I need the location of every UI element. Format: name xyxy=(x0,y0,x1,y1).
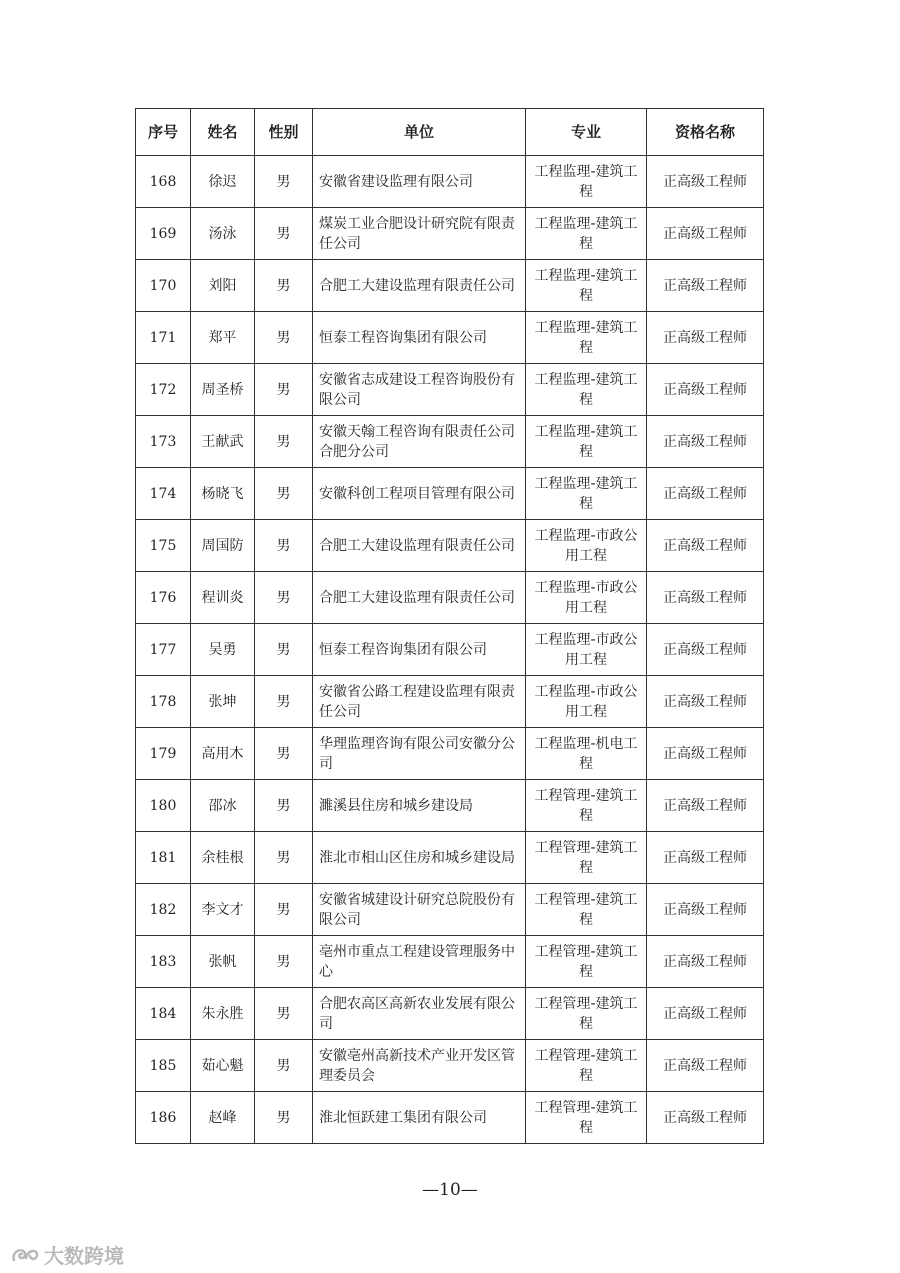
table-row xyxy=(136,520,764,572)
table-row xyxy=(136,780,764,832)
cell-qualification: 正高级工程师 xyxy=(647,1040,764,1092)
cell-seq: 184 xyxy=(136,988,191,1040)
table-row xyxy=(136,884,764,936)
cell-major: 工程管理-建筑工程 xyxy=(526,832,647,884)
cell-seq: 183 xyxy=(136,936,191,988)
cell-unit: 合肥农高区高新农业发展有限公司 xyxy=(313,988,526,1040)
swirl-logo-icon xyxy=(10,1244,40,1266)
cell-unit: 煤炭工业合肥设计研究院有限责任公司 xyxy=(313,208,526,260)
cell-gender: 男 xyxy=(255,1040,313,1092)
cell-qualification: 正高级工程师 xyxy=(647,520,764,572)
cell-qualification: 正高级工程师 xyxy=(647,468,764,520)
cell-major: 工程监理-机电工程 xyxy=(526,728,647,780)
cell-unit: 合肥工大建设监理有限责任公司 xyxy=(313,260,526,312)
cell-gender: 男 xyxy=(255,728,313,780)
table-row xyxy=(136,624,764,676)
table-row xyxy=(136,312,764,364)
table-body xyxy=(136,156,764,1144)
cell-major: 工程监理-建筑工程 xyxy=(526,312,647,364)
cell-name: 朱永胜 xyxy=(191,988,255,1040)
cell-unit: 恒泰工程咨询集团有限公司 xyxy=(313,624,526,676)
header-unit: 单位 xyxy=(313,109,526,156)
cell-seq: 180 xyxy=(136,780,191,832)
cell-unit: 安徽省城建设计研究总院股份有限公司 xyxy=(313,884,526,936)
cell-gender: 男 xyxy=(255,936,313,988)
cell-unit: 安徽亳州高新技术产业开发区管理委员会 xyxy=(313,1040,526,1092)
table-row xyxy=(136,1092,764,1144)
cell-major: 工程管理-建筑工程 xyxy=(526,936,647,988)
table-row xyxy=(136,208,764,260)
cell-name: 王献武 xyxy=(191,416,255,468)
table-row xyxy=(136,468,764,520)
cell-name: 郑平 xyxy=(191,312,255,364)
table-row xyxy=(136,156,764,208)
header-qualification: 资格名称 xyxy=(647,109,764,156)
cell-unit: 安徽省公路工程建设监理有限责任公司 xyxy=(313,676,526,728)
cell-gender: 男 xyxy=(255,572,313,624)
cell-gender: 男 xyxy=(255,156,313,208)
cell-seq: 178 xyxy=(136,676,191,728)
cell-name: 李文才 xyxy=(191,884,255,936)
cell-seq: 181 xyxy=(136,832,191,884)
cell-unit: 合肥工大建设监理有限责任公司 xyxy=(313,572,526,624)
cell-name: 刘阳 xyxy=(191,260,255,312)
cell-major: 工程监理-市政公用工程 xyxy=(526,624,647,676)
cell-unit: 安徽科创工程项目管理有限公司 xyxy=(313,468,526,520)
cell-qualification: 正高级工程师 xyxy=(647,364,764,416)
cell-major: 工程监理-建筑工程 xyxy=(526,260,647,312)
cell-gender: 男 xyxy=(255,364,313,416)
cell-seq: 172 xyxy=(136,364,191,416)
table-header-row xyxy=(136,109,764,156)
cell-name: 高用木 xyxy=(191,728,255,780)
cell-name: 茹心魁 xyxy=(191,1040,255,1092)
cell-gender: 男 xyxy=(255,260,313,312)
header-major: 专业 xyxy=(526,109,647,156)
cell-qualification: 正高级工程师 xyxy=(647,624,764,676)
table-row xyxy=(136,832,764,884)
cell-unit: 合肥工大建设监理有限责任公司 xyxy=(313,520,526,572)
watermark xyxy=(10,1240,124,1269)
cell-major: 工程管理-建筑工程 xyxy=(526,1092,647,1144)
cell-major: 工程监理-市政公用工程 xyxy=(526,676,647,728)
cell-name: 程训炎 xyxy=(191,572,255,624)
table-row xyxy=(136,416,764,468)
cell-seq: 177 xyxy=(136,624,191,676)
cell-name: 张帆 xyxy=(191,936,255,988)
cell-name: 汤泳 xyxy=(191,208,255,260)
cell-gender: 男 xyxy=(255,468,313,520)
cell-qualification: 正高级工程师 xyxy=(647,260,764,312)
qualification-table xyxy=(135,108,764,1144)
header-gender: 性别 xyxy=(255,109,313,156)
cell-seq: 173 xyxy=(136,416,191,468)
cell-gender: 男 xyxy=(255,624,313,676)
table-row xyxy=(136,988,764,1040)
table-row xyxy=(136,572,764,624)
cell-unit: 恒泰工程咨询集团有限公司 xyxy=(313,312,526,364)
cell-qualification: 正高级工程师 xyxy=(647,832,764,884)
cell-seq: 185 xyxy=(136,1040,191,1092)
cell-name: 余桂根 xyxy=(191,832,255,884)
cell-unit: 安徽省志成建设工程咨询股份有限公司 xyxy=(313,364,526,416)
cell-name: 徐迟 xyxy=(191,156,255,208)
cell-seq: 186 xyxy=(136,1092,191,1144)
cell-seq: 168 xyxy=(136,156,191,208)
cell-gender: 男 xyxy=(255,520,313,572)
header-name: 姓名 xyxy=(191,109,255,156)
cell-gender: 男 xyxy=(255,1092,313,1144)
cell-name: 周圣桥 xyxy=(191,364,255,416)
cell-name: 邵冰 xyxy=(191,780,255,832)
cell-seq: 182 xyxy=(136,884,191,936)
table-row xyxy=(136,936,764,988)
cell-unit: 安徽省建设监理有限公司 xyxy=(313,156,526,208)
watermark-text: 大数跨境 xyxy=(44,1244,124,1268)
cell-major: 工程管理-建筑工程 xyxy=(526,780,647,832)
table-row xyxy=(136,728,764,780)
cell-qualification: 正高级工程师 xyxy=(647,208,764,260)
cell-seq: 175 xyxy=(136,520,191,572)
cell-qualification: 正高级工程师 xyxy=(647,728,764,780)
cell-name: 周国防 xyxy=(191,520,255,572)
cell-qualification: 正高级工程师 xyxy=(647,936,764,988)
cell-unit: 淮北市相山区住房和城乡建设局 xyxy=(313,832,526,884)
cell-major: 工程监理-市政公用工程 xyxy=(526,572,647,624)
cell-unit: 安徽天翰工程咨询有限责任公司合肥分公司 xyxy=(313,416,526,468)
cell-gender: 男 xyxy=(255,208,313,260)
cell-qualification: 正高级工程师 xyxy=(647,416,764,468)
cell-gender: 男 xyxy=(255,676,313,728)
cell-gender: 男 xyxy=(255,780,313,832)
cell-seq: 170 xyxy=(136,260,191,312)
cell-seq: 171 xyxy=(136,312,191,364)
cell-seq: 174 xyxy=(136,468,191,520)
cell-qualification: 正高级工程师 xyxy=(647,676,764,728)
cell-major: 工程监理-建筑工程 xyxy=(526,364,647,416)
cell-major: 工程管理-建筑工程 xyxy=(526,884,647,936)
cell-major: 工程监理-建筑工程 xyxy=(526,156,647,208)
cell-name: 吴勇 xyxy=(191,624,255,676)
table-row xyxy=(136,1040,764,1092)
cell-major: 工程监理-建筑工程 xyxy=(526,208,647,260)
table-row xyxy=(136,676,764,728)
cell-unit: 淮北恒跃建工集团有限公司 xyxy=(313,1092,526,1144)
cell-major: 工程管理-建筑工程 xyxy=(526,1040,647,1092)
cell-qualification: 正高级工程师 xyxy=(647,884,764,936)
cell-qualification: 正高级工程师 xyxy=(647,156,764,208)
page-number: —10— xyxy=(422,1180,478,1200)
cell-qualification: 正高级工程师 xyxy=(647,572,764,624)
cell-gender: 男 xyxy=(255,312,313,364)
header-seq: 序号 xyxy=(136,109,191,156)
cell-major: 工程监理-建筑工程 xyxy=(526,468,647,520)
cell-unit: 濉溪县住房和城乡建设局 xyxy=(313,780,526,832)
cell-name: 杨晓飞 xyxy=(191,468,255,520)
cell-unit: 华理监理咨询有限公司安徽分公司 xyxy=(313,728,526,780)
cell-unit: 亳州市重点工程建设管理服务中心 xyxy=(313,936,526,988)
cell-name: 赵峰 xyxy=(191,1092,255,1144)
cell-gender: 男 xyxy=(255,416,313,468)
cell-gender: 男 xyxy=(255,832,313,884)
cell-qualification: 正高级工程师 xyxy=(647,988,764,1040)
cell-seq: 169 xyxy=(136,208,191,260)
cell-major: 工程监理-市政公用工程 xyxy=(526,520,647,572)
cell-name: 张坤 xyxy=(191,676,255,728)
table-row xyxy=(136,260,764,312)
cell-seq: 176 xyxy=(136,572,191,624)
cell-qualification: 正高级工程师 xyxy=(647,1092,764,1144)
cell-major: 工程管理-建筑工程 xyxy=(526,988,647,1040)
table-row xyxy=(136,364,764,416)
cell-seq: 179 xyxy=(136,728,191,780)
cell-qualification: 正高级工程师 xyxy=(647,312,764,364)
cell-gender: 男 xyxy=(255,884,313,936)
cell-qualification: 正高级工程师 xyxy=(647,780,764,832)
cell-gender: 男 xyxy=(255,988,313,1040)
cell-major: 工程监理-建筑工程 xyxy=(526,416,647,468)
